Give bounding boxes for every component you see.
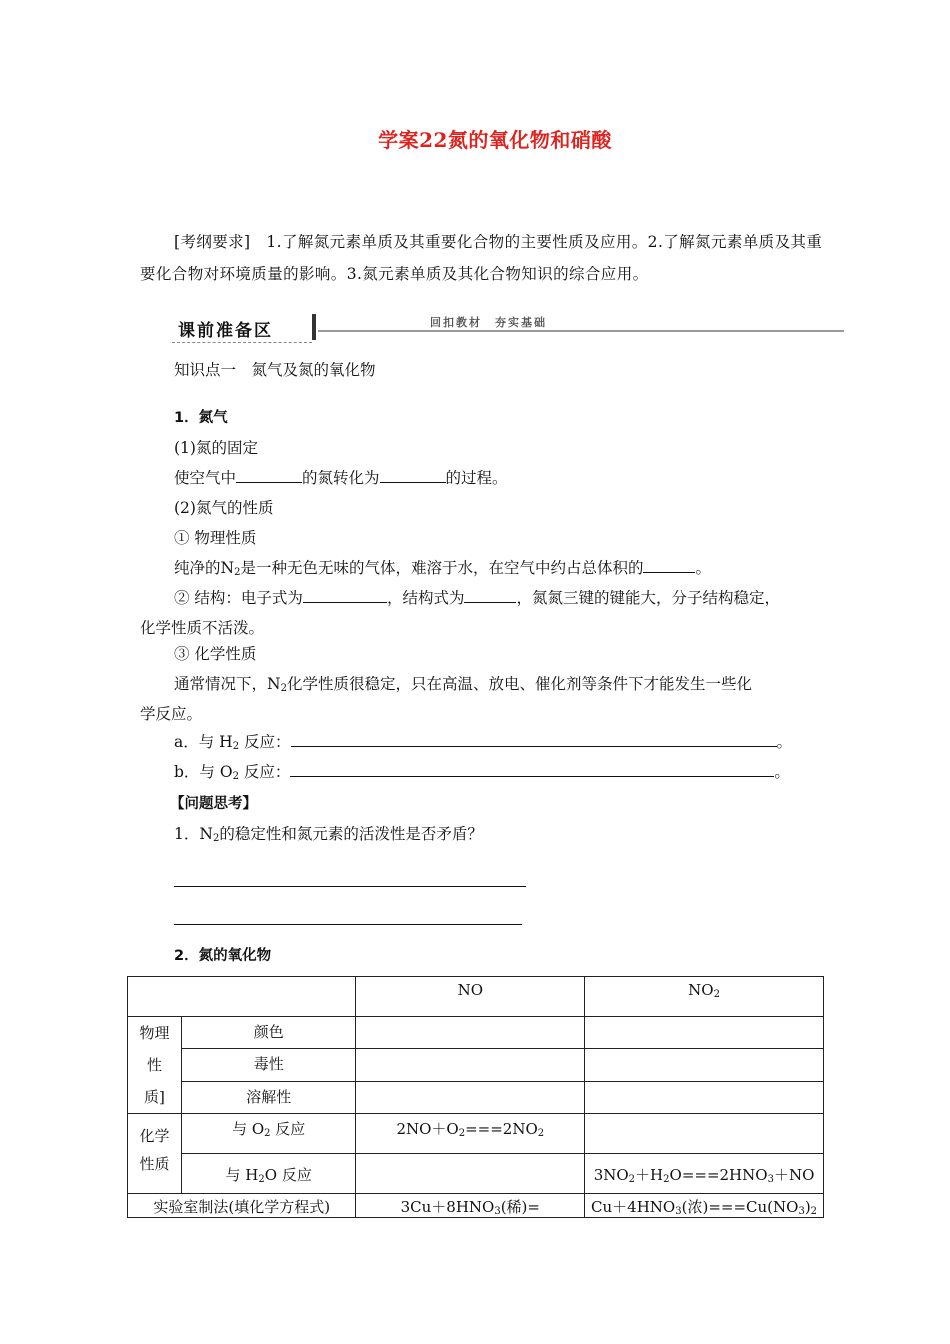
chemical-sentence: 通常情况下，$N_2$化学性质很稳定，只在高温、放电、催化剂等条件下才能发生一些化: [174, 675, 752, 694]
lab-no-equation: $3Cu+8HNO_3$(稀)=: [356, 1194, 585, 1218]
table-row: [128, 1154, 824, 1194]
answer-blank[interactable]: [291, 732, 777, 747]
blank-fill[interactable]: [464, 588, 516, 603]
row-toxicity-label: 毒性: [181, 1049, 356, 1081]
blank-fill[interactable]: [643, 558, 695, 573]
blank-fill[interactable]: [303, 588, 387, 603]
table-cell[interactable]: [356, 1154, 585, 1194]
banner-subtitle: 回扣教材 夯实基础: [430, 316, 547, 329]
table-row: [128, 1049, 824, 1081]
table-row: [128, 1081, 824, 1113]
react-o2-line: b．与 $O_2$ 反应： 。: [174, 763, 790, 782]
row-lab-label: 实验室制法(填化学方程式): [128, 1194, 356, 1218]
question-1: 1．$N_2$的稳定性和氮元素的活泼性是否矛盾？: [174, 825, 483, 844]
table-cell[interactable]: [356, 1081, 585, 1113]
fixation-sentence: 使空气中 的氮转化为 的过程。: [174, 469, 508, 487]
knowledge-point-heading: 知识点一 氮气及氮的氧化物: [174, 361, 376, 379]
question-heading: 【问题思考】: [170, 796, 257, 812]
structure-sentence: ② 结构：电子式为 ，结构式为 ，氮氮三键的键能大，分子结构稳定，: [174, 589, 780, 607]
answer-blank[interactable]: [290, 762, 774, 777]
fixation-heading: (1)氮的固定: [174, 439, 258, 457]
properties-heading: (2)氮气的性质: [174, 499, 274, 517]
section2-heading: 2．氮的氧化物: [174, 948, 272, 964]
banner-underline: [172, 342, 312, 343]
no-o2-equation: $2NO+O_2===2NO_2$: [356, 1114, 585, 1154]
row-color-label: 颜色: [181, 1017, 356, 1049]
exam-requirements: [考纲要求] 1.了解氮元素单质及其重要化合物的主要性质及应用。2.了解氮元素单质及其重要化合物对环境质量的影响。3.氮元素单质及其化合物知识的综合应用。: [140, 233, 823, 283]
table-cell[interactable]: [585, 1114, 824, 1154]
oxides-table: [127, 976, 824, 1218]
physical-sentence: 纯净的$N_2$是一种无色无味的气体，难溶于水，在空气中约占总体积的 。: [174, 559, 711, 578]
no2-h2o-equation: $3NO_2+H_2O===2HNO_3+NO$: [585, 1154, 824, 1194]
chemical-sentence-cont: 学反应。: [140, 705, 203, 723]
chemical-heading: ③ 化学性质: [174, 645, 257, 663]
banner-title: 课前准备区: [178, 321, 273, 341]
banner-divider: [312, 314, 316, 340]
lab-no2-equation: $Cu+4HNO_3$(浓)$===Cu(NO_3)_2$: [585, 1194, 824, 1218]
table-row: [128, 1194, 824, 1218]
table-row: [128, 1017, 824, 1049]
page-title: 学案22氮的氧化物和硝酸: [378, 128, 612, 152]
table-cell[interactable]: [356, 1017, 585, 1049]
header-no2: $NO_2$: [585, 977, 824, 1017]
answer-line[interactable]: [174, 924, 522, 925]
row-o2-label: 与 $O_2$ 反应: [181, 1114, 356, 1154]
section1-heading: 1．氮气: [174, 410, 228, 426]
table-row: [128, 1114, 824, 1154]
table-cell[interactable]: [585, 1049, 824, 1081]
structure-sentence-cont: 化学性质不活泼。: [140, 619, 265, 637]
blank-fill[interactable]: [236, 468, 302, 483]
table-cell: [128, 977, 356, 1017]
row-solubility-label: 溶解性: [181, 1081, 356, 1113]
react-h2-line: a．与 $H_2$ 反应： 。: [174, 733, 793, 752]
physical-heading: ① 物理性质: [174, 529, 257, 547]
banner-rule: [318, 330, 844, 332]
table-cell[interactable]: [585, 1017, 824, 1049]
header-no: NO: [356, 977, 585, 1017]
blank-fill[interactable]: [380, 468, 446, 483]
group-chemical: 化学 性质: [128, 1114, 182, 1194]
section-banner: [172, 308, 844, 344]
table-cell[interactable]: [585, 1081, 824, 1113]
group-physical: 物理 性 质]: [128, 1017, 182, 1114]
table-cell[interactable]: [356, 1049, 585, 1081]
row-h2o-label: 与 $H_2O$ 反应: [181, 1154, 356, 1194]
table-row: [128, 977, 824, 1017]
answer-line[interactable]: [174, 886, 526, 887]
